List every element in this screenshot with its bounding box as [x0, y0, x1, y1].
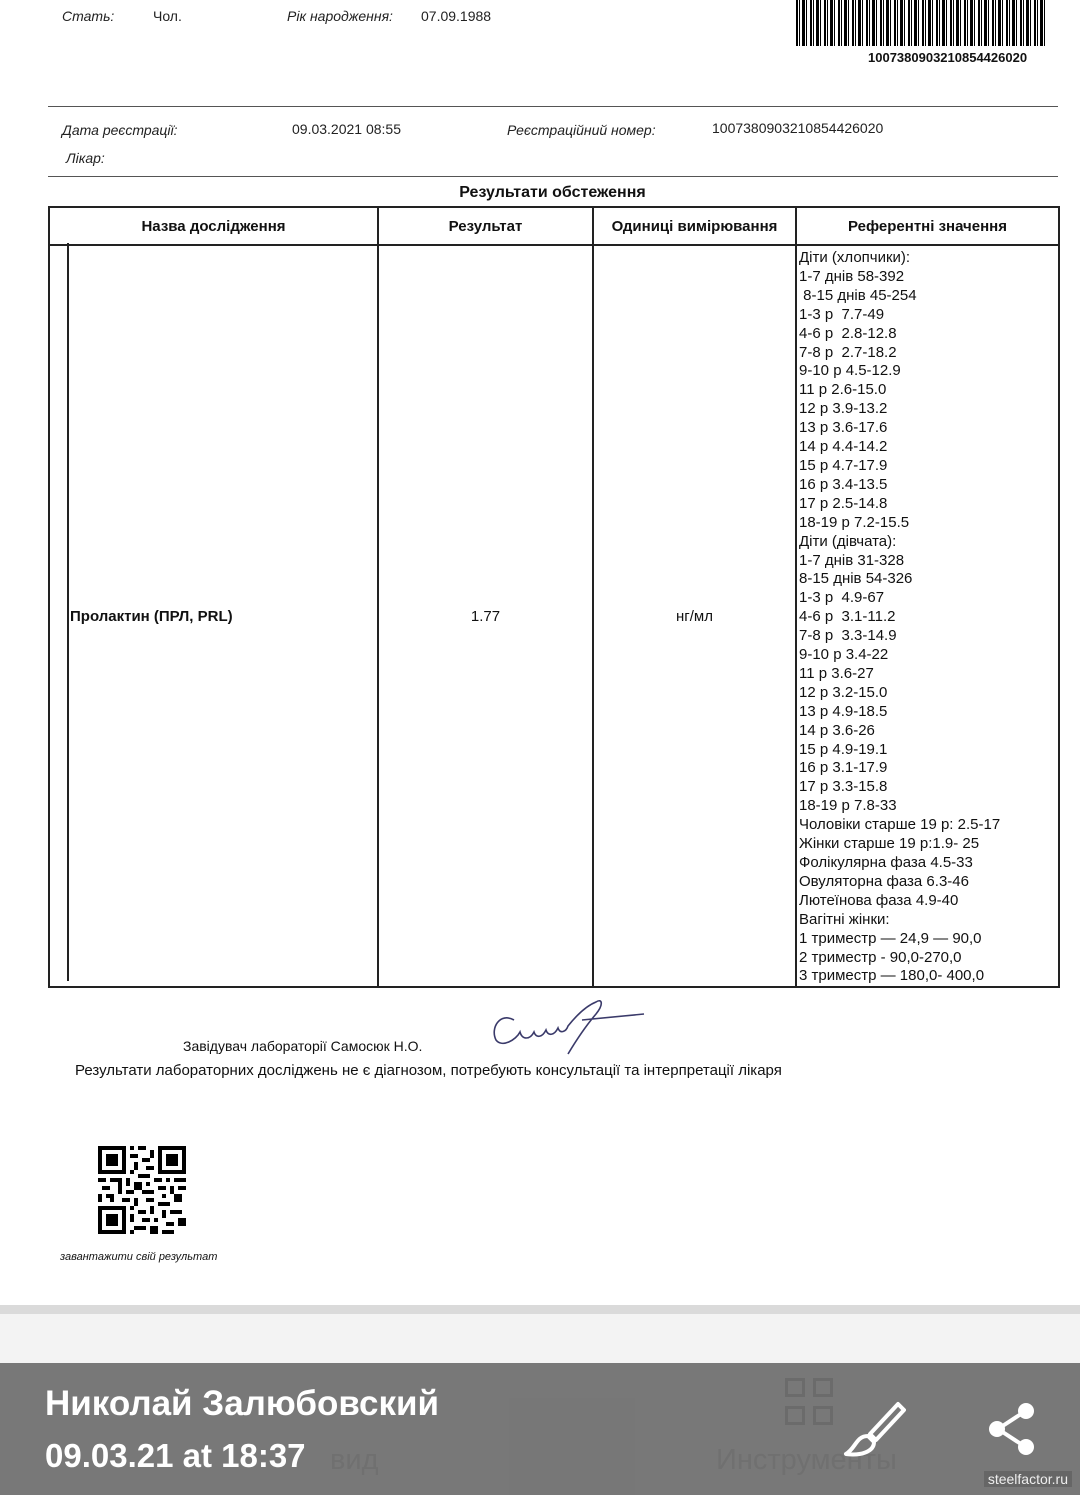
reference-line: Чоловіки старше 19 р: 2.5-17: [799, 816, 1001, 834]
reference-line: 7-8 р 3.3-14.9: [799, 627, 897, 645]
brush-icon[interactable]: [842, 1400, 906, 1458]
registration-number-value: 1007380903210854426020: [712, 120, 884, 136]
reference-values: [796, 245, 1059, 987]
reference-line: 8-15 днів 54-326: [799, 570, 913, 588]
table-header-row: [49, 207, 1059, 245]
reference-line: Діти (дівчата):: [799, 532, 897, 550]
birth-value: 07.09.1988: [421, 8, 492, 24]
qr-code-icon[interactable]: [98, 1146, 186, 1234]
results-title: Результати обстеження: [459, 184, 646, 201]
reference-line: 1-3 р 7.7-49: [799, 305, 885, 323]
table-inner-border: [67, 243, 69, 981]
signature-image: [486, 994, 651, 1058]
birth-label: Рік народження:: [287, 8, 393, 24]
reference-line: 17 р 3.3-15.8: [799, 778, 888, 796]
sex-label: Стать:: [62, 8, 115, 24]
reference-line: 1-7 днів 58-392: [799, 267, 905, 285]
reference-line: 18-19 р 7.2-15.5: [799, 513, 910, 531]
test-name: Пролактин (ПРЛ, PRL): [49, 245, 378, 987]
reference-line: 4-6 р 3.1-11.2: [799, 608, 896, 626]
reference-line: 9-10 р 3.4-22: [799, 646, 889, 664]
reference-line: 15 р 4.7-17.9: [799, 456, 888, 474]
reference-line: 16 р 3.1-17.9: [799, 759, 888, 777]
reference-line: 13 р 3.6-17.6: [799, 419, 888, 437]
divider: [48, 176, 1058, 177]
test-result: 1.77: [378, 245, 593, 987]
registration-date-label: Дата реєстрації:: [62, 122, 178, 138]
reference-line: Жінки старше 19 р:1.9- 25: [799, 835, 980, 853]
reference-line: 1-7 днів 31-328: [799, 551, 905, 569]
reference-line: 14 р 3.6-26: [799, 721, 875, 739]
reference-line: 12 р 3.9-13.2: [799, 400, 888, 418]
reference-line: 11 р 3.6-27: [799, 664, 874, 682]
reference-line: 1-3 р 4.9-67: [799, 589, 885, 607]
reference-line: Діти (хлопчики):: [799, 249, 911, 266]
test-units: нг/мл: [593, 245, 796, 987]
divider: [0, 1305, 1080, 1314]
barcode-icon: [796, 0, 1046, 46]
share-icon[interactable]: [986, 1402, 1038, 1456]
results-table: [48, 206, 1060, 988]
reference-line: 13 р 4.9-18.5: [799, 702, 888, 720]
column-header-result: Результат: [378, 207, 593, 245]
reference-line: 11 р 2.6-15.0: [799, 381, 887, 399]
column-header-reference: Референтні значення: [796, 207, 1059, 245]
reference-line: 16 р 3.4-13.5: [799, 475, 888, 493]
message-overlay: [0, 1363, 1080, 1495]
reference-line: 12 р 3.2-15.0: [799, 683, 888, 701]
watermark: steelfactor.ru: [984, 1471, 1072, 1487]
column-header-name: Назва дослідження: [49, 207, 378, 245]
registration-date-value: 09.03.2021 08:55: [292, 121, 401, 137]
reference-line: 2 триместр - 90,0-270,0: [799, 948, 962, 966]
reference-line: 8-15 днів 45-254: [799, 286, 917, 304]
head-of-lab: Завідувач лабораторії Самосюк Н.О.: [183, 1038, 423, 1054]
reference-line: Овуляторна фаза 6.3-46: [799, 872, 969, 890]
disclaimer: Результати лабораторних досліджень не є діагнозом, потребують консультації та інтерпретації лікаря: [75, 1062, 782, 1079]
reference-line: Фолікулярна фаза 4.5-33: [799, 854, 973, 871]
reference-line: 4-6 р 2.8-12.8: [799, 324, 897, 342]
reference-line: 15 р 4.9-19.1: [799, 740, 888, 758]
table-row: [49, 245, 1059, 987]
message-timestamp: 09.03.21 at 18:37: [45, 1437, 306, 1474]
reference-line: Лютеїнова фаза 4.9-40: [799, 891, 959, 909]
reference-line: Вагітні жінки:: [799, 910, 890, 928]
reference-line: 1 триместр — 24,9 — 90,0: [799, 929, 982, 947]
qr-caption: завантажити свій результат: [60, 1251, 218, 1263]
divider: [48, 106, 1058, 107]
reference-line: 3 триместр — 180,0- 400,0: [799, 967, 985, 985]
sex-value: Чол.: [153, 8, 182, 24]
doctor-label: Лікар:: [66, 150, 105, 166]
reference-line: 7-8 р 2.7-18.2: [799, 343, 897, 361]
reference-line: 18-19 р 7.8-33: [799, 797, 897, 815]
reference-line: 14 р 4.4-14.2: [799, 438, 888, 456]
reference-line: 17 р 2.5-14.8: [799, 494, 888, 512]
message-author: Николай Залюбовский: [45, 1384, 440, 1423]
column-header-units: Одиниці вимірювання: [593, 207, 796, 245]
registration-number-label: Реєстраційний номер:: [507, 122, 656, 138]
barcode-number: 1007380903210854426020: [868, 50, 1028, 65]
reference-line: 9-10 р 4.5-12.9: [799, 362, 901, 380]
